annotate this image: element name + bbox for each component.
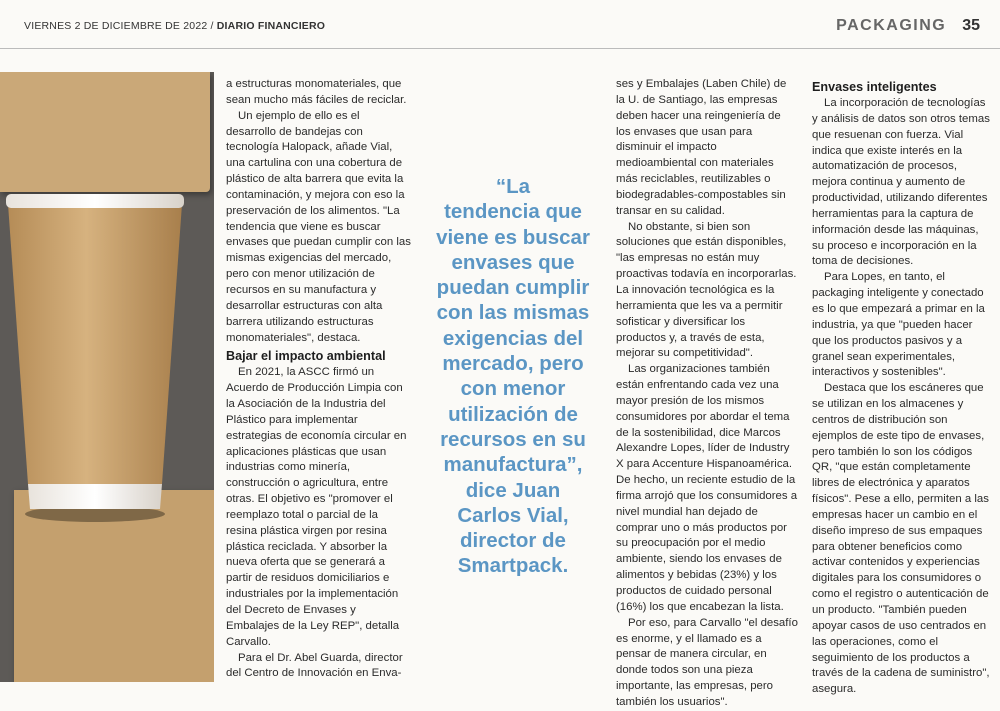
- subheading: Bajar el impacto ambiental: [226, 349, 386, 364]
- section-page: [836, 17, 980, 35]
- subheading: Envases inteligentes: [812, 80, 937, 94]
- header-rule: [0, 48, 1000, 49]
- paragraph: En 2021, la ASCC firmó un Acuerdo de Producción Limpia con la Asociación de la Industria del Plástico para implementar estrategias de economía circular en aplicaciones plásticas que usan industrias como minería, construcción o agricultura, entre otras. El objetivo es "promover el reemplazo total o parcial de la resina plástica virgen por resina plástica reciclada. Y absorber la nueva oferta que se generará a partir de residuos domiciliarios e industriales por la implementación del Decreto de Envases y Embalajes de la Ley REP", detalla Carvallo.: [226, 366, 407, 648]
- paragraph: Para Lopes, en tanto, el packaging inteligente y conectado es lo que empezará a primar en la industria, ya que "pueden hacer que los productos pasivos y a granel sean experimentales, interactivos y sostenibles".: [812, 271, 985, 379]
- paragraph: ses y Embalajes (Laben Chile) de la U. de Santiago, las empresas deben hacer una reingeniería de los envases que usan para disminuir el impacto medioambiental con materiales más reciclables, reutilizables o biodegradables-compostables sin transar en su calidad.: [616, 78, 787, 217]
- issue-date-line: [24, 20, 325, 32]
- article-column-3: [616, 77, 798, 711]
- page-header: [0, 0, 1000, 48]
- paragraph: Por eso, para Carvallo "el desafío es enorme, y el llamado es a pensar de manera circular, en donde todos son una pieza importante, las empresas, pero también los usuarios".: [616, 616, 798, 708]
- pull-quote-line: director de: [460, 529, 566, 553]
- pull-quote-line: puedan cumplir: [436, 276, 590, 300]
- paragraph: Para el Dr. Abel Guarda, director del Centro de Innovación en Enva-: [226, 651, 403, 680]
- pull-quote-line: tendencia que: [444, 200, 582, 224]
- pull-quote-line: dice Juan: [465, 478, 561, 502]
- date-separator: /: [207, 20, 217, 32]
- paragraph: Las organizaciones también están enfrentando cada vez una mayor presión de los mismos consumidores por abordar el tema de la sostenibilidad, dice Marcos Alexandre Lopes, líder de Industry X para Accenture Hispanoamérica. De hecho, un reciente estudio de la firma arrojó que los consumidores a nivel mundial han dejado de comprar uno o más productos por su preocupación por el medio ambiente, siendo los envases de alimentos y bebidas (23%) y los productos de cuidado personal (16%) los que encabezan la lista.: [616, 363, 798, 613]
- pull-quote-line: Smartpack.: [457, 554, 569, 578]
- issue-date: VIERNES 2 DE DICIEMBRE DE 2022: [24, 20, 208, 32]
- pull-quote-line: mercado, pero: [442, 352, 584, 376]
- publication-name: DIARIO FINANCIERO: [216, 20, 326, 32]
- pull-quote-line: recursos en su: [440, 427, 586, 451]
- product-photo: [0, 72, 214, 682]
- pull-quote-line: exigencias del: [442, 326, 584, 350]
- article-column-1: [226, 77, 412, 682]
- cardboard-sheet-top: [0, 72, 210, 192]
- article-column-4: [812, 77, 992, 698]
- pull-quote-line: utilización de: [448, 402, 578, 426]
- paragraph: No obstante, si bien son soluciones que están disponibles, "las empresas no están muy proactivas todavía en incorporarlas. La innovación tecnológica es la herramienta que les va a permitir sofisticar y diversificar los productos y, a través de esta, mejorar su competitividad".: [616, 220, 797, 360]
- pull-quote-line: viene es buscar: [436, 225, 590, 249]
- paragraph: Destaca que los escáneres que se utilizan en los almacenes y centros de distribución son ejemplos de este tipo de envases, pero también lo son los códigos QR, "que están completamente libres de electrónica y aparatos físicos". Pese a ello, permiten a las empresas hacer un cambio en el diseño impreso de sus empaques para obtener beneficios como activar contenidos y experiencias digitales para los consumidores o como el registro o autenticación de un producto. "También pueden apoyar casos de uso centrados en las operaciones, como el seguimiento de los productos a través de la cadena de suministro", asegura.: [812, 382, 990, 696]
- pull-quote-line: envases que: [451, 250, 575, 274]
- paragraph: La incorporación de tecnologías y análisis de datos son otros temas que resuenan con fuerza. Vial indica que existe interés en la automatización de procesos, mejora continua y aumento de productividad, utilizando diferentes herramientas para la captura de información desde las máquinas, su proceso e incorporación en la toma de decisiones.: [812, 97, 990, 268]
- pull-quote-line: con menor: [460, 377, 566, 401]
- paragraph: a estructuras monomateriales, que sean mucho más fáciles de reciclar.: [226, 78, 407, 106]
- pull-quote-line: “La: [495, 175, 531, 198]
- section-name: PACKAGING: [836, 17, 947, 34]
- paragraph: Un ejemplo de ello es el desarrollo de bandejas con tecnología Halopack, añade Vial, una cartulina con una cobertura de plástico de alta barrera que evita la contaminación, y mejora con eso la preservación de los alimentos. "La tendencia que viene es buscar envases que puedan cumplir con las mismas exigencias del mercado, pero con menor utilización de recursos en su manufactura y desarrollar estructuras con alta barrera utilizando estructuras monomateriales", destaca.: [226, 109, 411, 344]
- pull-quote-line: manufactura”,: [443, 453, 583, 477]
- pull-quote-line: con las mismas: [436, 301, 590, 325]
- pull-quote-line: Carlos Vial,: [457, 503, 569, 527]
- paper-cup-icon: [6, 184, 184, 522]
- pull-quote: [418, 174, 608, 579]
- page-number: 35: [962, 17, 980, 34]
